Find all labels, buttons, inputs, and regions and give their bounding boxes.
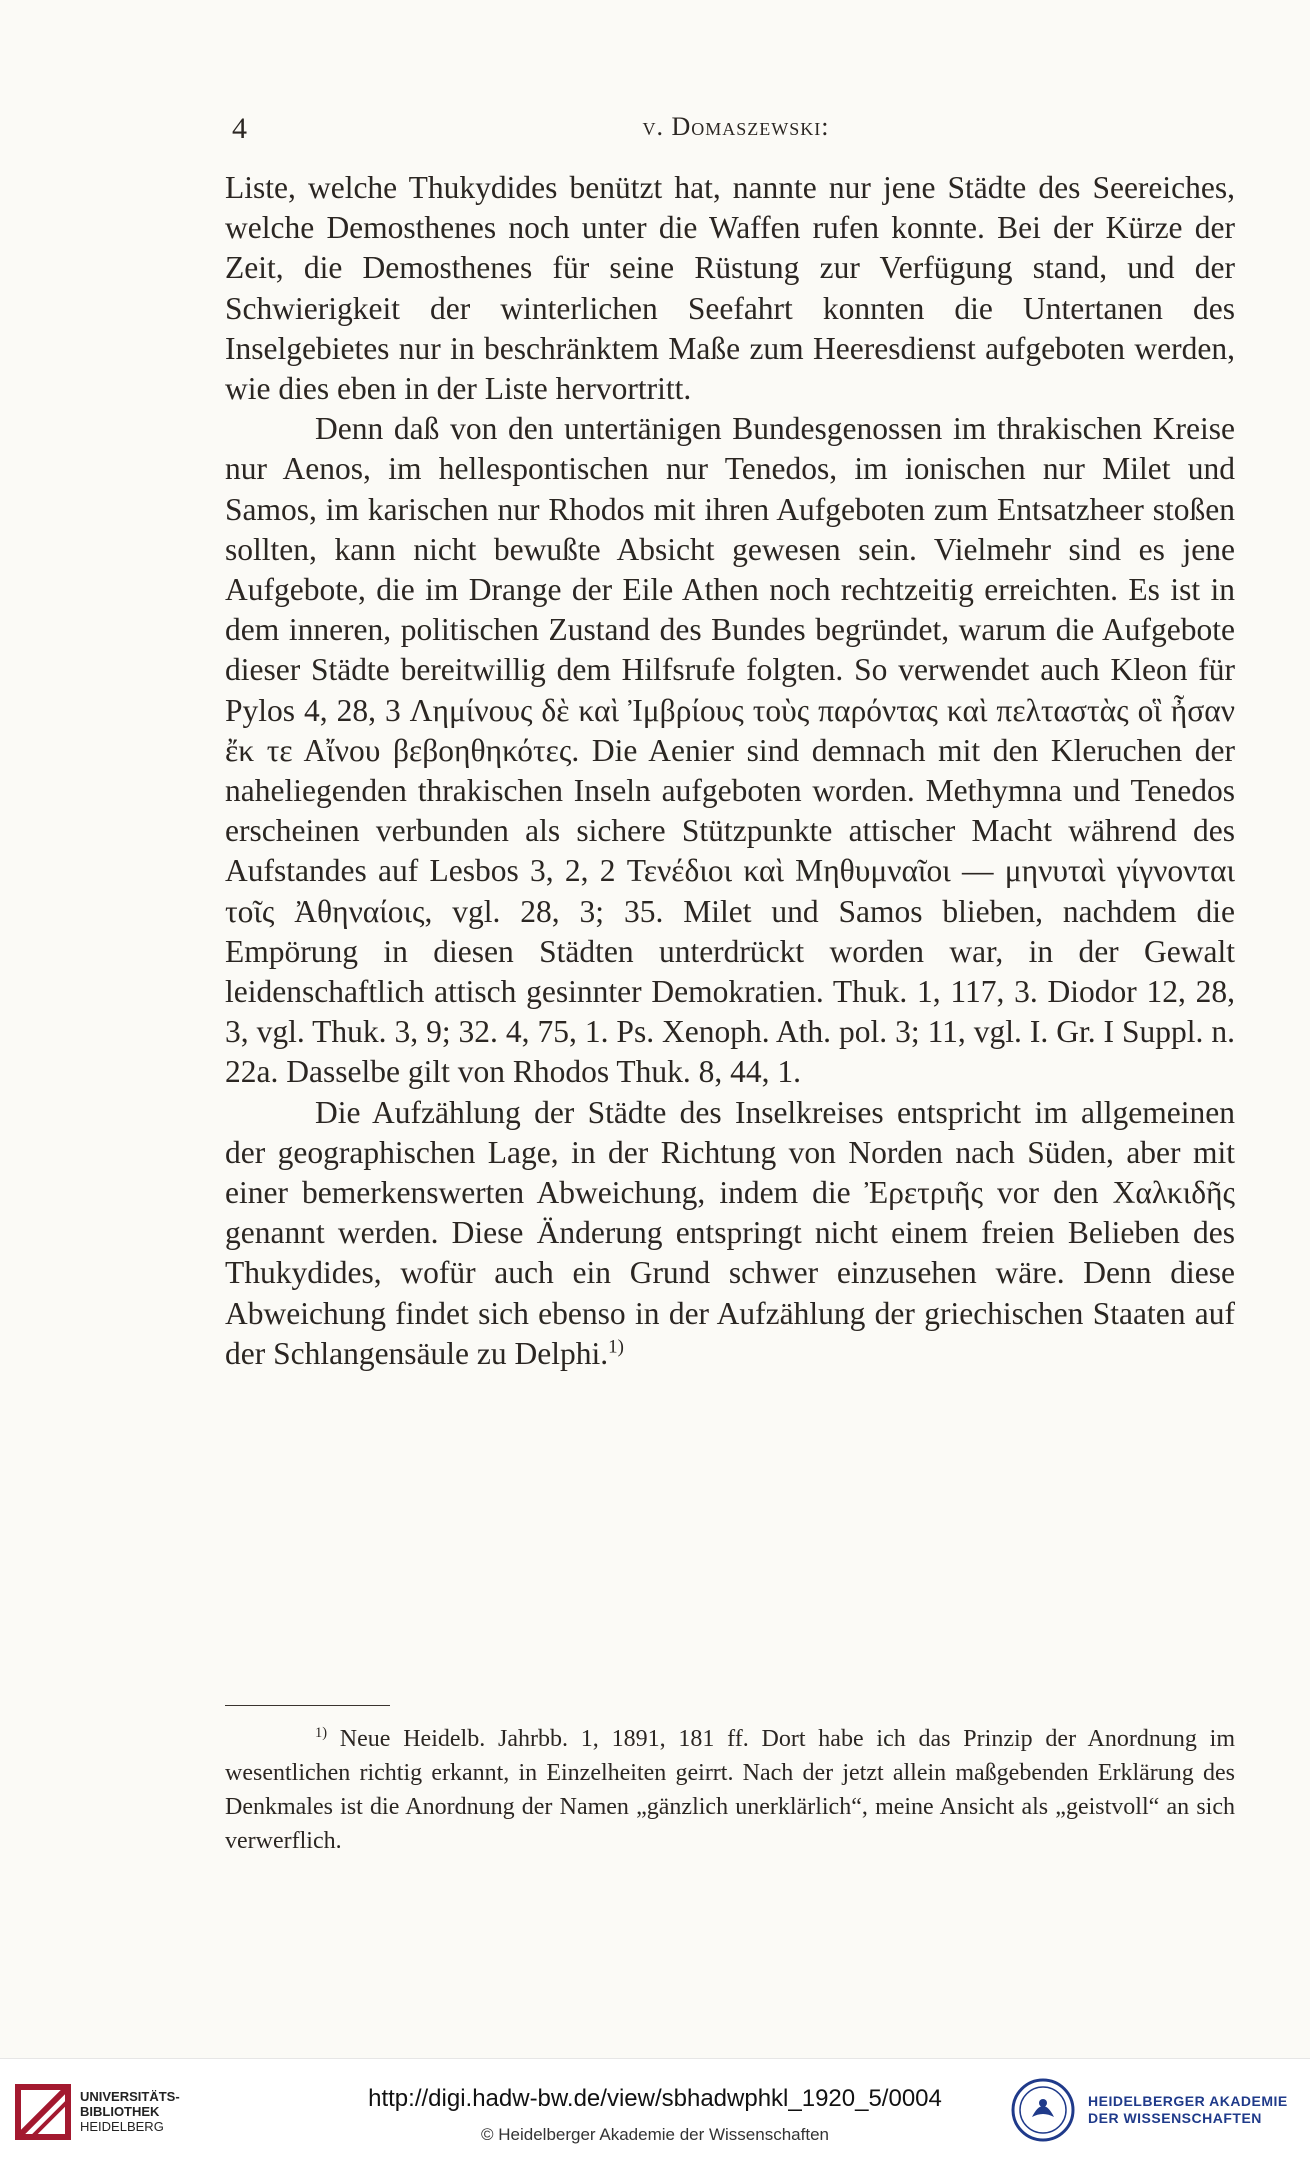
- copyright-notice: © Heidelberger Akademie der Wissenschaften: [481, 2125, 829, 2144]
- paragraph-3-text: Die Aufzählung der Städte des Inselkreises entspricht im allgemeinen der geographischen Lage, in der Richtung von Norden nach Süden, aber mit einer bemerkenswerten Abweichung, indem die Ἐρετριῆς vor den Χαλκιδῆς genannt werden. Diese Änderung entspringt nicht einem freien Belieben des Thukydides, wofür auch ein Grund schwer einzusehen wäre. Denn diese Abweichung findet sich ebenso in der Aufzählung der griechischen Staaten auf der Schlangensäule zu Delphi.: [225, 1094, 1235, 1371]
- page-header: [232, 112, 1240, 152]
- library-line-2: BIBLIOTHEK: [80, 2104, 160, 2119]
- paragraph-1: Liste, welche Thukydides benützt hat, nannte nur jene Städte des Seereiches, welche Demosthenes noch unter die Waffen rufen konnte. Bei der Kürze der Zeit, die Demosthenes für seine Rüstung zur Verfügung stand, und der Schwierigkeit der winterlichen Seefahrt konnten die Untertanen des Inselgebietes nur in beschränktem Maße zum Heeresdienst aufgeboten werden, wie dies eben in der Liste hervortritt.: [225, 170, 1235, 407]
- paragraph-3: [225, 1093, 1235, 1374]
- page-number: 4: [232, 112, 247, 145]
- paragraph-2: Denn daß von den untertänigen Bundesgenossen im thrakischen Kreise nur Aenos, im hellespontischen nur Tenedos, im ionischen nur Milet und Samos, im karischen nur Rhodos mit ihren Aufgeboten zum Entsatzheer stoßen sollten, kann nicht bewußte Absicht gewesen sein. Vielmehr sind es jene Aufgebote, die im Drange der Eile Athen noch rechtzeitig erreichten. Es ist in dem inneren, politischen Zustand des Bundes begründet, warum die Aufgebote dieser Städte bereitwillig dem Hilfsrufe folgten. So verwendet auch Kleon für Pylos 4, 28, 3 Λημίνους δὲ καὶ Ἰμβρίους τοὺς παρόντας καὶ πελταστὰς οἳ ἦσαν ἔκ τε Αἴνου βεβοηθηκότες. Die Aenier sind demnach mit den Kleruchen der naheliegenden thrakischen Inseln aufgeboten worden. Methymna und Tenedos erscheinen verbunden als sichere Stützpunkte attischer Macht während des Aufstandes auf Lesbos 3, 2, 2 Τενέδιοι καὶ Μηθυμναῖοι — μηνυταὶ γίγνονται τοῖς Ἀθηναίοις, vgl. 28, 3; 35. Milet und Samos blieben, nachdem die Empörung in diesen Städten unterdrückt worden war, in der Gewalt leidenschaftlich attisch gesinnter Demokratien. Thuk. 1, 117, 3. Diodor 12, 28, 3, vgl. Thuk. 3, 9; 32. 4, 75, 1. Ps. Xenoph. Ath. pol. 3; 11, vgl. I. Gr. I Suppl. n. 22a. Dasselbe gilt von Rhodos Thuk. 8, 44, 1.: [225, 411, 1235, 1090]
- academy-name: [1088, 2093, 1288, 2127]
- academy-line-2: DER WISSENSCHAFTEN: [1088, 2110, 1262, 2126]
- academy-seal-icon: [1010, 2077, 1076, 2143]
- permalink-url[interactable]: http://digi.hadw-bw.de/view/sbhadwphkl_1920_5/0004: [368, 2085, 942, 2112]
- footnote-reference: 1): [608, 1336, 624, 1358]
- library-line-1: UNIVERSITÄTS-: [80, 2089, 180, 2104]
- footnote-divider: [225, 1705, 390, 1706]
- library-line-3: HEIDELBERG: [80, 2119, 164, 2134]
- footnotes: [225, 1722, 1235, 1858]
- academy-line-1: HEIDELBERGER AKADEMIE: [1088, 2093, 1288, 2109]
- running-head: v. Domaszewski:: [642, 112, 830, 141]
- body-text: [225, 168, 1235, 1374]
- viewer-footer: [0, 2058, 1310, 2159]
- footnote-1: [225, 1722, 1235, 1858]
- footnote-marker: 1): [315, 1725, 327, 1741]
- footnote-text: Neue Heidelb. Jahrbb. 1, 1891, 181 ff. Dort habe ich das Prinzip der Anordnung im wesentlichen richtig erkannt, in Einzelheiten geirrt. Nach der jetzt allein maßgebenden Erklärung des Denkmales ist die Anordnung der Namen „gänzlich unerklärlich“, meine Ansicht als „geistvoll“ an sich verwerflich.: [225, 1726, 1236, 1854]
